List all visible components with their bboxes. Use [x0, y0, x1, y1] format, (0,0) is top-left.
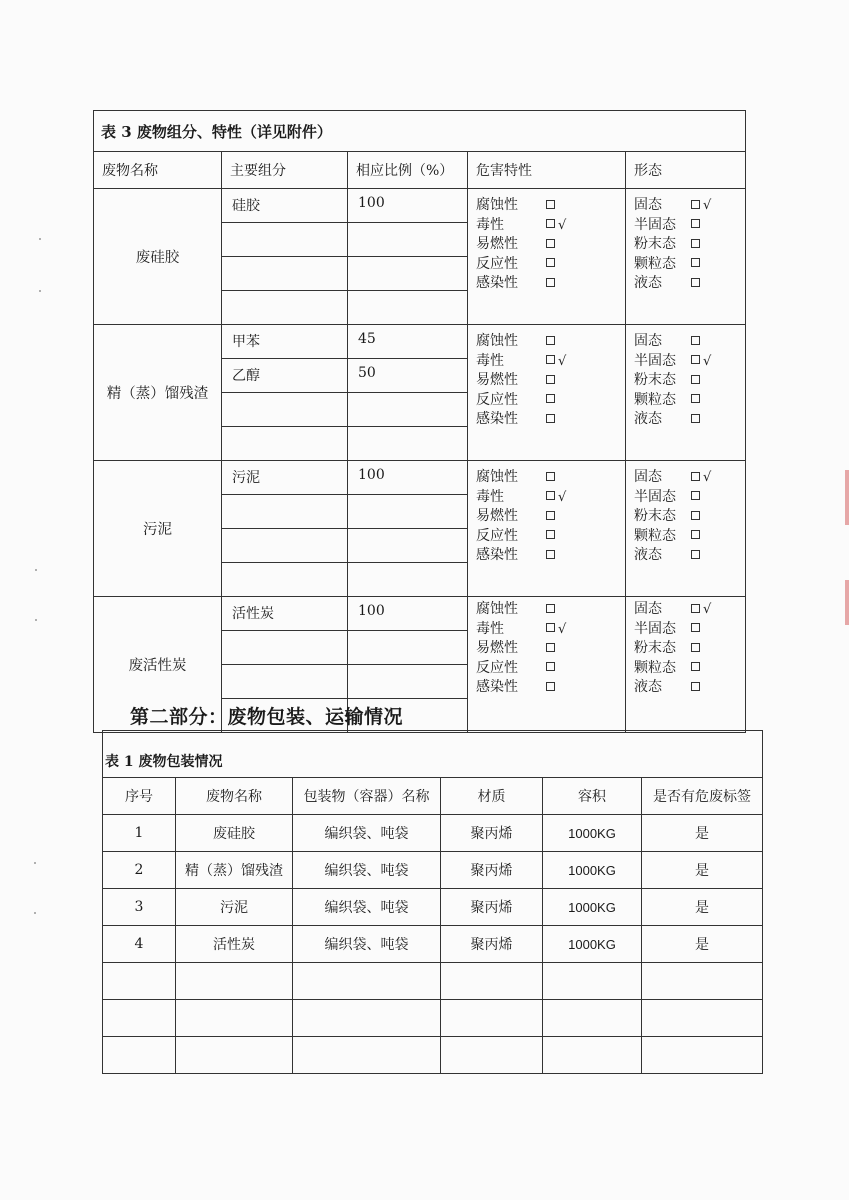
scan-speck	[35, 569, 37, 571]
form-solid: 固态 √	[634, 600, 745, 620]
waste-name: 废活性炭	[94, 597, 222, 733]
row-index	[103, 1000, 176, 1037]
row-volume	[543, 1037, 642, 1074]
header-waste-name: 废物名称	[94, 152, 222, 189]
check-mark-icon: √	[703, 198, 712, 213]
row-index: 2	[103, 852, 176, 889]
table-row	[103, 852, 763, 889]
row-index: 3	[103, 889, 176, 926]
table-row	[103, 815, 763, 852]
row-hazard-label: 是	[642, 926, 763, 963]
hazard-corrosive: 腐蚀性	[476, 600, 625, 620]
form-granular: 颗粒态	[634, 527, 745, 547]
form-cell	[626, 597, 746, 733]
row-waste-name	[176, 1000, 293, 1037]
hazard-corrosive: 腐蚀性	[476, 332, 625, 352]
row-material	[441, 1000, 543, 1037]
check-mark-icon: √	[558, 217, 567, 233]
row-hazard-label	[642, 963, 763, 1000]
form-semisolid: 半固态 √	[634, 352, 745, 372]
header-container-name: 包装物（容器）名称	[293, 778, 441, 815]
form-powder: 粉末态	[634, 507, 745, 527]
scan-speck	[39, 238, 41, 240]
row-hazard-label: 是	[642, 815, 763, 852]
check-mark-icon: √	[558, 489, 567, 505]
row-volume	[543, 963, 642, 1000]
hazard-infectious: 感染性	[476, 678, 625, 698]
component-cell: 甲苯	[222, 325, 348, 359]
hazard-reactive: 反应性	[476, 255, 625, 275]
checkbox-icon	[691, 550, 700, 559]
row-volume: 1000KG	[543, 926, 642, 963]
component-cell	[222, 563, 348, 597]
row-waste-name: 废硅胶	[176, 815, 293, 852]
checkbox-icon	[691, 623, 700, 632]
row-volume: 1000KG	[543, 852, 642, 889]
row-container: 编织袋、吨袋	[293, 815, 441, 852]
checkbox-icon	[691, 604, 700, 613]
row-container	[293, 963, 441, 1000]
ratio-cell: 50	[348, 359, 468, 393]
table-row	[103, 889, 763, 926]
row-container	[293, 1037, 441, 1074]
row-index	[103, 1037, 176, 1074]
header-hazard: 危害特性	[468, 152, 626, 189]
form-granular: 颗粒态	[634, 659, 745, 679]
checkbox-icon	[546, 604, 555, 613]
header-form: 形态	[626, 152, 746, 189]
ratio-cell: 45	[348, 325, 468, 359]
row-material	[441, 1037, 543, 1074]
table-row	[103, 963, 763, 1000]
checkbox-icon	[691, 200, 700, 209]
row-material: 聚丙烯	[441, 926, 543, 963]
row-index: 1	[103, 815, 176, 852]
header-waste-name: 废物名称	[176, 778, 293, 815]
checkbox-icon	[691, 491, 700, 500]
checkbox-icon	[691, 472, 700, 481]
ratio-cell	[348, 257, 468, 291]
component-cell: 乙醇	[222, 359, 348, 393]
check-mark-icon: √	[558, 353, 567, 369]
component-cell	[222, 495, 348, 529]
waste-name: 污泥	[94, 461, 222, 597]
form-semisolid: 半固态	[634, 216, 745, 236]
component-cell: 活性炭	[222, 597, 348, 631]
hazard-toxic: 毒性 √	[476, 216, 625, 236]
table3-header-row	[94, 152, 746, 189]
row-container	[293, 1000, 441, 1037]
header-index: 序号	[103, 778, 176, 815]
row-material	[441, 963, 543, 1000]
row-volume: 1000KG	[543, 815, 642, 852]
waste-packaging-table	[102, 730, 763, 1074]
waste-composition-table	[93, 110, 746, 733]
section-heading: 第二部分：废物包装、运输情况	[130, 706, 404, 728]
header-material: 材质	[441, 778, 543, 815]
checkbox-icon	[546, 200, 555, 209]
checkbox-icon	[546, 239, 555, 248]
seal-edge-mark	[845, 470, 849, 525]
row-volume	[543, 1000, 642, 1037]
scan-speck	[39, 290, 41, 292]
row-material: 聚丙烯	[441, 815, 543, 852]
row-waste-name	[176, 1037, 293, 1074]
checkbox-icon	[546, 682, 555, 691]
ratio-cell	[348, 665, 468, 699]
checkbox-icon	[691, 662, 700, 671]
ratio-cell: 100	[348, 597, 468, 631]
component-cell	[222, 291, 348, 325]
header-hazard-label: 是否有危废标签	[642, 778, 763, 815]
checkbox-icon	[546, 623, 555, 632]
component-cell	[222, 529, 348, 563]
component-cell	[222, 223, 348, 257]
table3-caption: 表 3 废物组分、特性（详见附件）	[94, 111, 746, 152]
hazard-cell	[468, 325, 626, 461]
row-hazard-label: 是	[642, 889, 763, 926]
row-hazard-label: 是	[642, 852, 763, 889]
table-row	[103, 1037, 763, 1074]
ratio-cell	[348, 529, 468, 563]
row-container: 编织袋、吨袋	[293, 852, 441, 889]
table1-caption: 表 1 废物包装情况	[103, 731, 763, 778]
form-liquid: 液态	[634, 678, 745, 698]
checkbox-icon	[691, 258, 700, 267]
ratio-cell	[348, 495, 468, 529]
checkbox-icon	[546, 258, 555, 267]
ratio-cell	[348, 223, 468, 257]
hazard-toxic: 毒性 √	[476, 620, 625, 640]
form-solid: 固态 √	[634, 468, 745, 488]
waste-name: 废硅胶	[94, 189, 222, 325]
checkbox-icon	[691, 336, 700, 345]
hazard-reactive: 反应性	[476, 527, 625, 547]
table-row	[103, 1000, 763, 1037]
component-cell: 硅胶	[222, 189, 348, 223]
form-granular: 颗粒态	[634, 391, 745, 411]
ratio-cell	[348, 393, 468, 427]
table-row	[103, 926, 763, 963]
hazard-flammable: 易燃性	[476, 507, 625, 527]
checkbox-icon	[546, 375, 555, 384]
component-cell	[222, 257, 348, 291]
form-solid: 固态 √	[634, 196, 745, 216]
component-cell	[222, 427, 348, 461]
component-cell	[222, 393, 348, 427]
check-mark-icon: √	[703, 353, 712, 369]
checkbox-icon	[546, 530, 555, 539]
header-ratio: 相应比例（%）	[348, 152, 468, 189]
hazard-flammable: 易燃性	[476, 371, 625, 391]
row-waste-name: 精（蒸）馏残渣	[176, 852, 293, 889]
checkbox-icon	[546, 662, 555, 671]
scan-speck	[34, 912, 36, 914]
ratio-cell	[348, 631, 468, 665]
checkbox-icon	[691, 278, 700, 287]
row-index: 4	[103, 926, 176, 963]
row-hazard-label	[642, 1037, 763, 1074]
hazard-infectious: 感染性	[476, 546, 625, 566]
ratio-cell: 100	[348, 461, 468, 495]
checkbox-icon	[546, 643, 555, 652]
row-waste-name: 活性炭	[176, 926, 293, 963]
hazard-corrosive: 腐蚀性	[476, 196, 625, 216]
ratio-cell	[348, 427, 468, 461]
row-container: 编织袋、吨袋	[293, 926, 441, 963]
form-cell	[626, 461, 746, 597]
hazard-reactive: 反应性	[476, 391, 625, 411]
checkbox-icon	[691, 394, 700, 403]
checkbox-icon	[546, 511, 555, 520]
hazard-corrosive: 腐蚀性	[476, 468, 625, 488]
form-powder: 粉末态	[634, 235, 745, 255]
checkbox-icon	[691, 375, 700, 384]
form-powder: 粉末态	[634, 639, 745, 659]
form-semisolid: 半固态	[634, 620, 745, 640]
checkbox-icon	[546, 278, 555, 287]
header-main-component: 主要组分	[222, 152, 348, 189]
hazard-toxic: 毒性 √	[476, 488, 625, 508]
checkbox-icon	[691, 682, 700, 691]
checkbox-icon	[546, 336, 555, 345]
row-index	[103, 963, 176, 1000]
row-material: 聚丙烯	[441, 889, 543, 926]
checkbox-icon	[546, 550, 555, 559]
hazard-toxic: 毒性 √	[476, 352, 625, 372]
row-material: 聚丙烯	[441, 852, 543, 889]
hazard-infectious: 感染性	[476, 410, 625, 430]
seal-edge-mark	[845, 580, 849, 625]
form-cell	[626, 325, 746, 461]
hazard-cell	[468, 597, 626, 733]
row-waste-name	[176, 963, 293, 1000]
check-mark-icon: √	[703, 602, 712, 617]
table1-header-row	[103, 778, 763, 815]
row-hazard-label	[642, 1000, 763, 1037]
checkbox-icon	[691, 355, 700, 364]
checkbox-icon	[691, 219, 700, 228]
scan-speck	[34, 862, 36, 864]
hazard-cell	[468, 461, 626, 597]
form-cell	[626, 189, 746, 325]
scan-speck	[35, 619, 37, 621]
form-granular: 颗粒态	[634, 255, 745, 275]
checkbox-icon	[691, 643, 700, 652]
row-container: 编织袋、吨袋	[293, 889, 441, 926]
checkbox-icon	[691, 530, 700, 539]
checkbox-icon	[546, 355, 555, 364]
hazard-flammable: 易燃性	[476, 235, 625, 255]
form-semisolid: 半固态	[634, 488, 745, 508]
ratio-cell	[348, 291, 468, 325]
ratio-cell: 100	[348, 189, 468, 223]
check-mark-icon: √	[558, 621, 567, 637]
form-liquid: 液态	[634, 410, 745, 430]
component-cell	[222, 665, 348, 699]
hazard-cell	[468, 189, 626, 325]
row-volume: 1000KG	[543, 889, 642, 926]
checkbox-icon	[546, 219, 555, 228]
component-cell: 污泥	[222, 461, 348, 495]
checkbox-icon	[691, 511, 700, 520]
header-volume: 容积	[543, 778, 642, 815]
ratio-cell	[348, 563, 468, 597]
hazard-reactive: 反应性	[476, 659, 625, 679]
checkbox-icon	[546, 491, 555, 500]
row-waste-name: 污泥	[176, 889, 293, 926]
hazard-infectious: 感染性	[476, 274, 625, 294]
form-liquid: 液态	[634, 546, 745, 566]
checkbox-icon	[691, 239, 700, 248]
form-solid: 固态	[634, 332, 745, 352]
checkbox-icon	[546, 394, 555, 403]
checkbox-icon	[546, 414, 555, 423]
checkbox-icon	[546, 472, 555, 481]
checkbox-icon	[691, 414, 700, 423]
form-powder: 粉末态	[634, 371, 745, 391]
waste-name: 精（蒸）馏残渣	[94, 325, 222, 461]
component-cell	[222, 631, 348, 665]
form-liquid: 液态	[634, 274, 745, 294]
hazard-flammable: 易燃性	[476, 639, 625, 659]
check-mark-icon: √	[703, 470, 712, 485]
